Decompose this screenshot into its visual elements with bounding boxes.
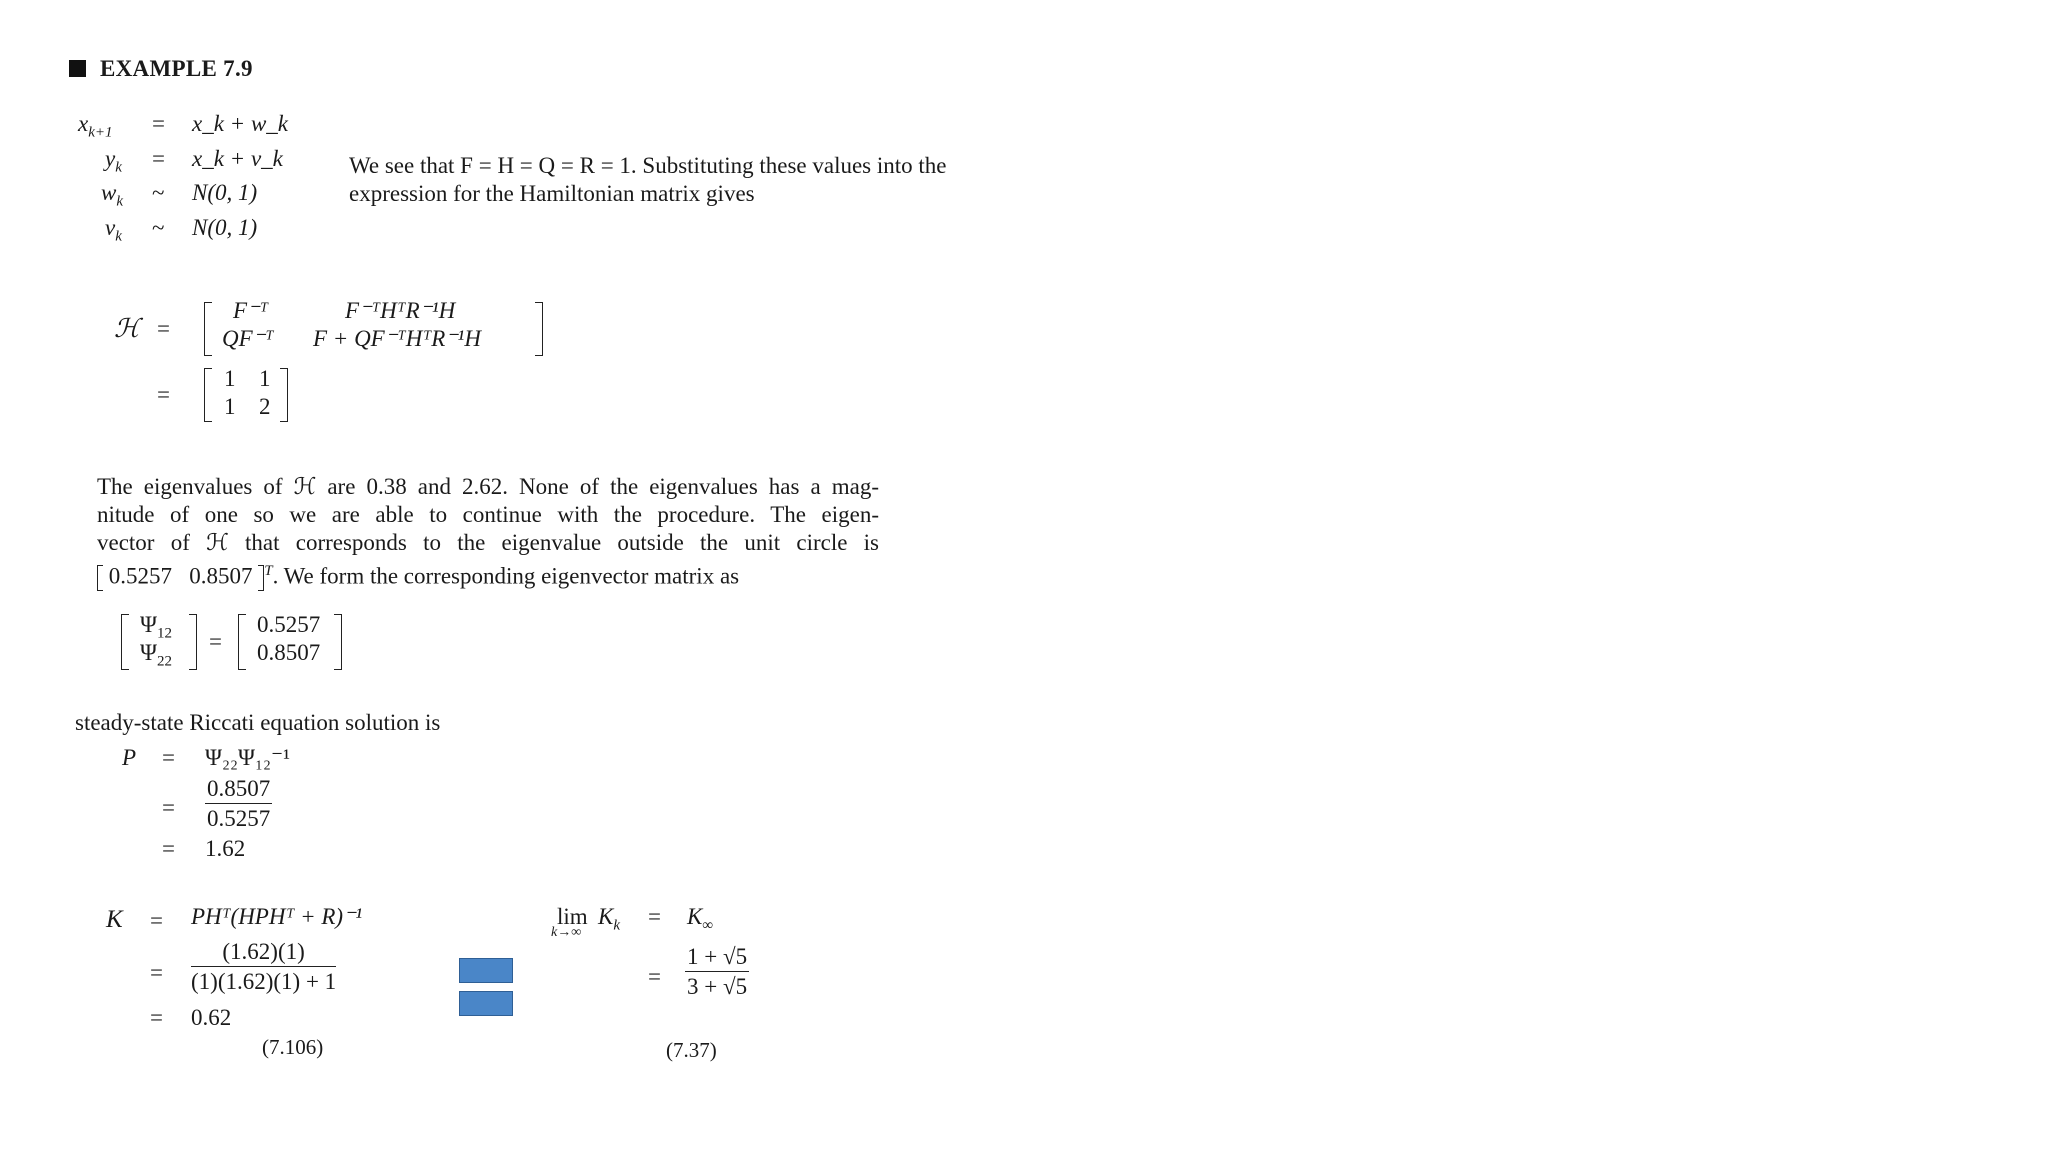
hamiltonian-eq-2: =	[157, 382, 170, 407]
eigvec-v1: 0.5257	[257, 612, 321, 637]
gain-den: (1)(1.62)(1) + 1	[191, 969, 337, 994]
numeric-r1c1: 1	[224, 366, 236, 391]
eq3-lhs: $w_k$	[101, 180, 124, 210]
hamiltonian-r2c2: F + QF⁻ᵀHᵀR⁻¹H	[313, 326, 481, 351]
numeric-left-bracket	[204, 368, 212, 422]
eq1-rhs: x_k + w_k	[192, 111, 288, 136]
riccati-den: 0.5257	[207, 806, 271, 831]
limit-eq-2: =	[648, 964, 661, 989]
eigvec-eq: =	[209, 629, 222, 654]
gain-eq-3: =	[150, 1005, 163, 1030]
hamiltonian-symbol: ℋ	[114, 314, 140, 343]
hamiltonian-r2c1: QF⁻ᵀ	[222, 326, 274, 351]
riccati-text: steady-state Riccati equation solution is	[75, 710, 441, 735]
eq2-lhs: $y_k$	[105, 146, 122, 176]
matrix-left-bracket	[204, 302, 212, 356]
blue-rectangle-top[interactable]	[459, 958, 513, 983]
eigen-line-3: vector of ℋ that corresponds to the eigenvalue outside the unit circle is	[97, 530, 879, 555]
gain-fraction	[191, 939, 336, 995]
psi22: $\Psi_{22}$	[140, 640, 172, 670]
val-left-bracket	[238, 614, 246, 670]
eigen-vector: 0.5257 0.8507	[108, 563, 253, 589]
psi-right-bracket	[189, 614, 197, 670]
riccati-eq-1: =	[162, 745, 175, 770]
gain-eqnum: (7.106)	[262, 1035, 324, 1059]
eq4-lhs: $v_k$	[105, 215, 122, 245]
limit-eqnum: (7.37)	[666, 1038, 717, 1062]
intro-line-1: We see that F = H = Q = R = 1. Substituting these values into the	[349, 153, 947, 178]
limit-fraction	[685, 944, 749, 1000]
psi-left-bracket	[121, 614, 129, 670]
numeric-r2c1: 1	[224, 394, 236, 419]
eq3-rel: ~	[152, 180, 165, 205]
riccati-eq-2: =	[162, 795, 175, 820]
eigen-line-1: The eigenvalues of ℋ are 0.38 and 2.62. None of the eigenvalues has a mag-	[97, 474, 879, 499]
hamiltonian-r1c2: F⁻ᵀHᵀR⁻¹H	[345, 298, 456, 323]
limit-num: 1 + √5	[685, 944, 749, 972]
eigvec-v2: 0.8507	[257, 640, 321, 665]
limit-den: 3 + √5	[687, 974, 748, 999]
riccati-result: 1.62	[205, 836, 246, 861]
eq2-rhs: x_k + v_k	[192, 146, 283, 171]
eigen-line-2: nitude of one so we are able to continue with the procedure. The eigen-	[97, 502, 879, 527]
limit-eq-1: =	[648, 904, 661, 929]
numeric-right-bracket	[280, 368, 288, 422]
psi12: $\Psi_{12}$	[140, 612, 172, 642]
blue-rectangle-bottom[interactable]	[459, 991, 513, 1016]
limit-Kk: $K_k$	[598, 904, 621, 934]
gain-num: (1.62)(1)	[191, 939, 336, 967]
eq3-rhs: N(0, 1)	[192, 180, 258, 205]
gain-expr: PHᵀ(HPHᵀ + R)⁻¹	[191, 904, 363, 929]
hamiltonian-r1c1: F⁻ᵀ	[233, 298, 269, 323]
gain-eq-1: =	[150, 908, 163, 933]
riccati-P: P	[122, 745, 137, 770]
eigen-line-4-text: . We form the corresponding eigenvector matrix as	[272, 563, 740, 589]
eq4-rhs: N(0, 1)	[192, 215, 258, 240]
riccati-num: 0.8507	[205, 776, 272, 804]
val-right-bracket	[334, 614, 342, 670]
limit-lim: lim	[557, 904, 588, 929]
matrix-right-bracket	[535, 302, 543, 356]
eq1-rel: =	[152, 111, 165, 136]
hamiltonian-eq: =	[157, 316, 170, 341]
eq4-rel: ~	[152, 215, 165, 240]
transpose-sup: T	[264, 563, 273, 579]
eq2-rel: =	[152, 146, 165, 171]
gain-result: 0.62	[191, 1005, 232, 1030]
gain-eq-2: =	[150, 960, 163, 985]
limit-sub: k→∞	[551, 925, 582, 940]
numeric-r2c2: 2	[259, 394, 271, 419]
riccati-expr: Ψ₂₂Ψ₁₂⁻¹	[205, 745, 291, 770]
eigen-line-4	[97, 557, 739, 591]
numeric-r1c2: 1	[259, 366, 271, 391]
vec-left-bracket	[97, 565, 103, 591]
example-heading: EXAMPLE 7.9	[100, 56, 253, 81]
limit-Kinf: $K_\infty$	[687, 904, 714, 934]
riccati-eq-3: =	[162, 836, 175, 861]
heading-square-icon	[69, 60, 86, 77]
intro-line-2: expression for the Hamiltonian matrix gives	[349, 181, 755, 206]
gain-K: K	[106, 906, 123, 933]
eq1-lhs: $x_{k+1}$	[78, 111, 113, 141]
riccati-fraction	[205, 776, 272, 832]
